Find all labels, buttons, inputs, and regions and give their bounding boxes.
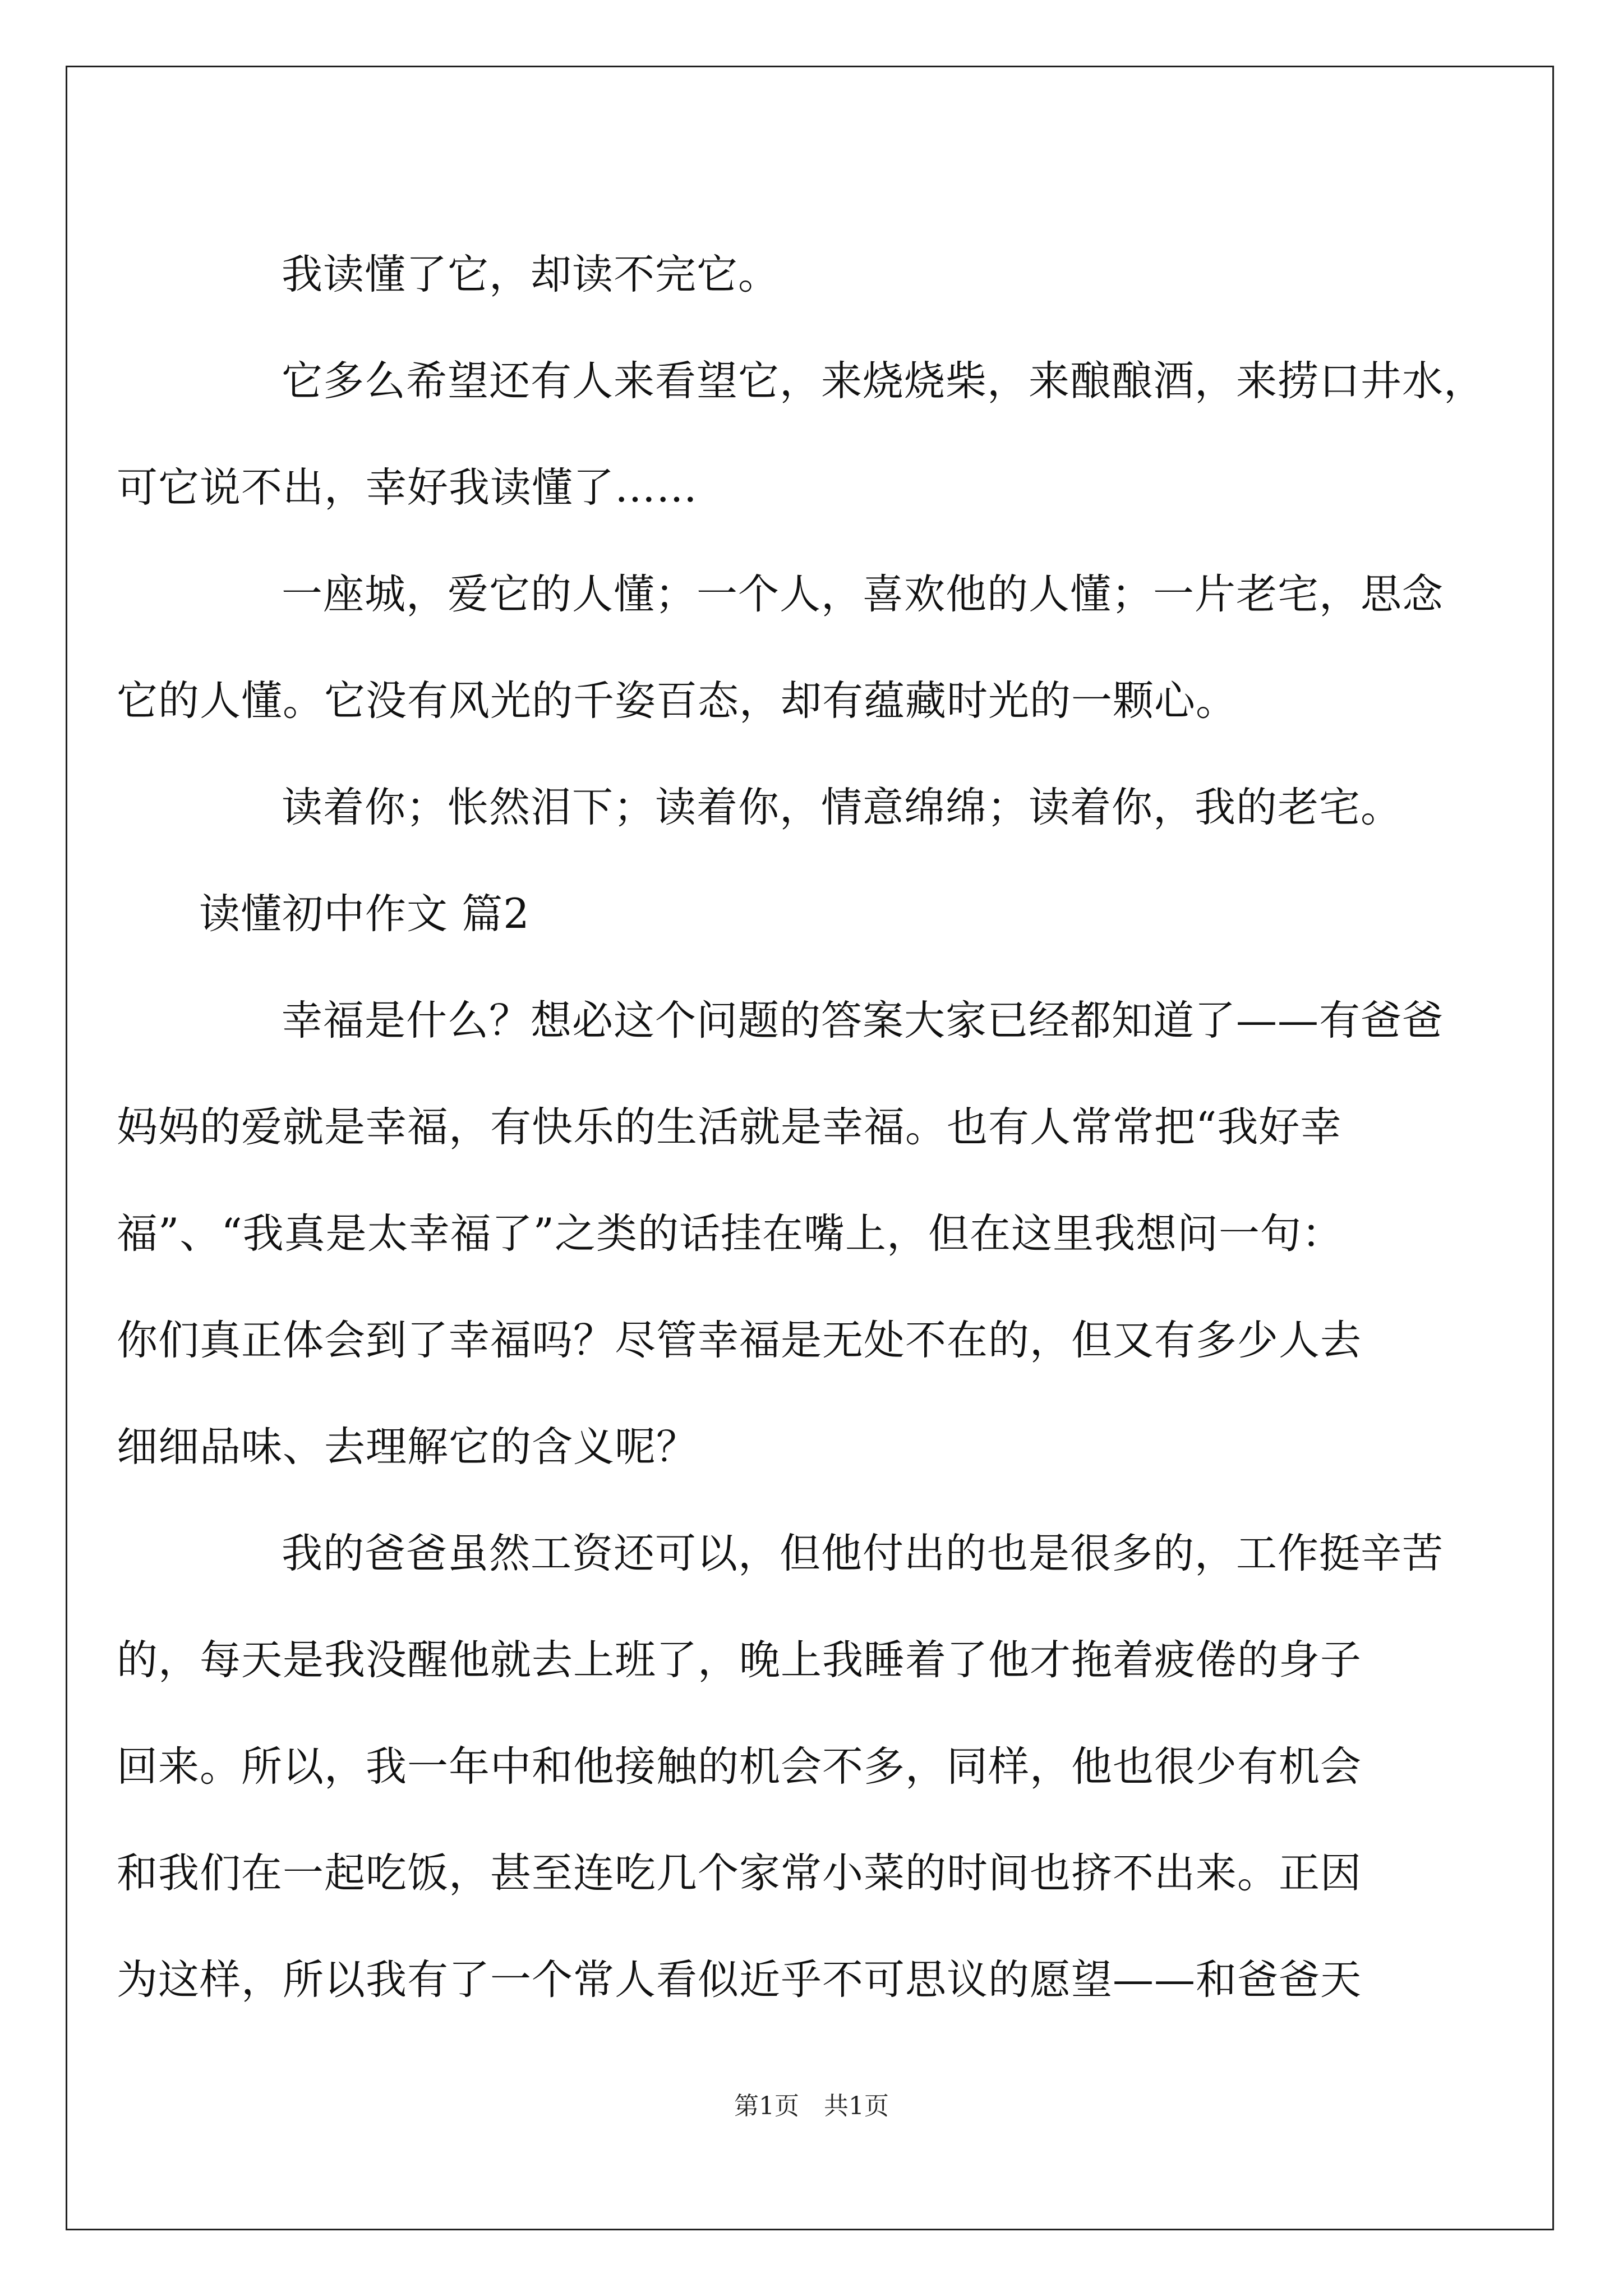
paragraph (117, 328, 1485, 541)
page-footer (0, 2086, 1623, 2122)
text-line: 它的人懂。它没有风光的千姿百态，却有蕴藏时光的一颗心。 (117, 677, 1237, 725)
text-line: 你们真正体会到了幸福吗？尽管幸福是无处不在的，但又有多少人去 (117, 1317, 1362, 1364)
paragraph (117, 541, 1444, 754)
text-line: 它多么希望还有人来看望它，来烧烧柴，来酿酿酒，来捞口井水， (282, 357, 1485, 405)
paragraph (117, 968, 1444, 1501)
text-line: 我的爸爸虽然工资还可以，但他付出的也是很多的，工作挺辛苦 (282, 1530, 1444, 1577)
text-line: 的，每天是我没醒他就去上班了，晚上我睡着了他才拖着疲倦的身子 (117, 1636, 1362, 1684)
paragraph (199, 222, 1433, 328)
document-body (117, 222, 1485, 2033)
text-line: 福”、“我真是太幸福了”之类的话挂在嘴上，但在这里我想问一句： (117, 1210, 1343, 1258)
paragraph (117, 1501, 1444, 2033)
text-line: 幸福是什么？想必这个问题的答案大家已经都知道了——有爸爸 (282, 997, 1444, 1045)
text-line: 读着你；怅然泪下；读着你，情意绵绵；读着你，我的老宅。 (282, 784, 1402, 831)
text-line: 为这样，所以我有了一个常人看似近乎不可思议的愿望——和爸爸天 (117, 1956, 1362, 2004)
section-heading-text: 读懂初中作文 篇2 (199, 890, 530, 938)
text-line: 细细品味、去理解它的含义呢？ (117, 1423, 698, 1471)
text-line: 可它说不出，幸好我读懂了…… (117, 464, 698, 512)
paragraph (199, 754, 1433, 861)
section-heading (199, 861, 1433, 968)
text-line: 我读懂了它，却读不完它。 (282, 251, 780, 298)
text-line: 和我们在一起吃饭，甚至连吃几个家常小菜的时间也挤不出来。正因 (117, 1849, 1362, 1897)
page-number: 第1页 共1页 (734, 2092, 889, 2120)
text-line: 回来。所以，我一年中和他接触的机会不多，同样，他也很少有机会 (117, 1743, 1362, 1791)
text-line: 妈妈的爱就是幸福，有快乐的生活就是幸福。也有人常常把“我好幸 (117, 1103, 1342, 1151)
text-line: 一座城，爱它的人懂；一个人，喜欢他的人懂；一片老宅，思念 (282, 570, 1444, 618)
